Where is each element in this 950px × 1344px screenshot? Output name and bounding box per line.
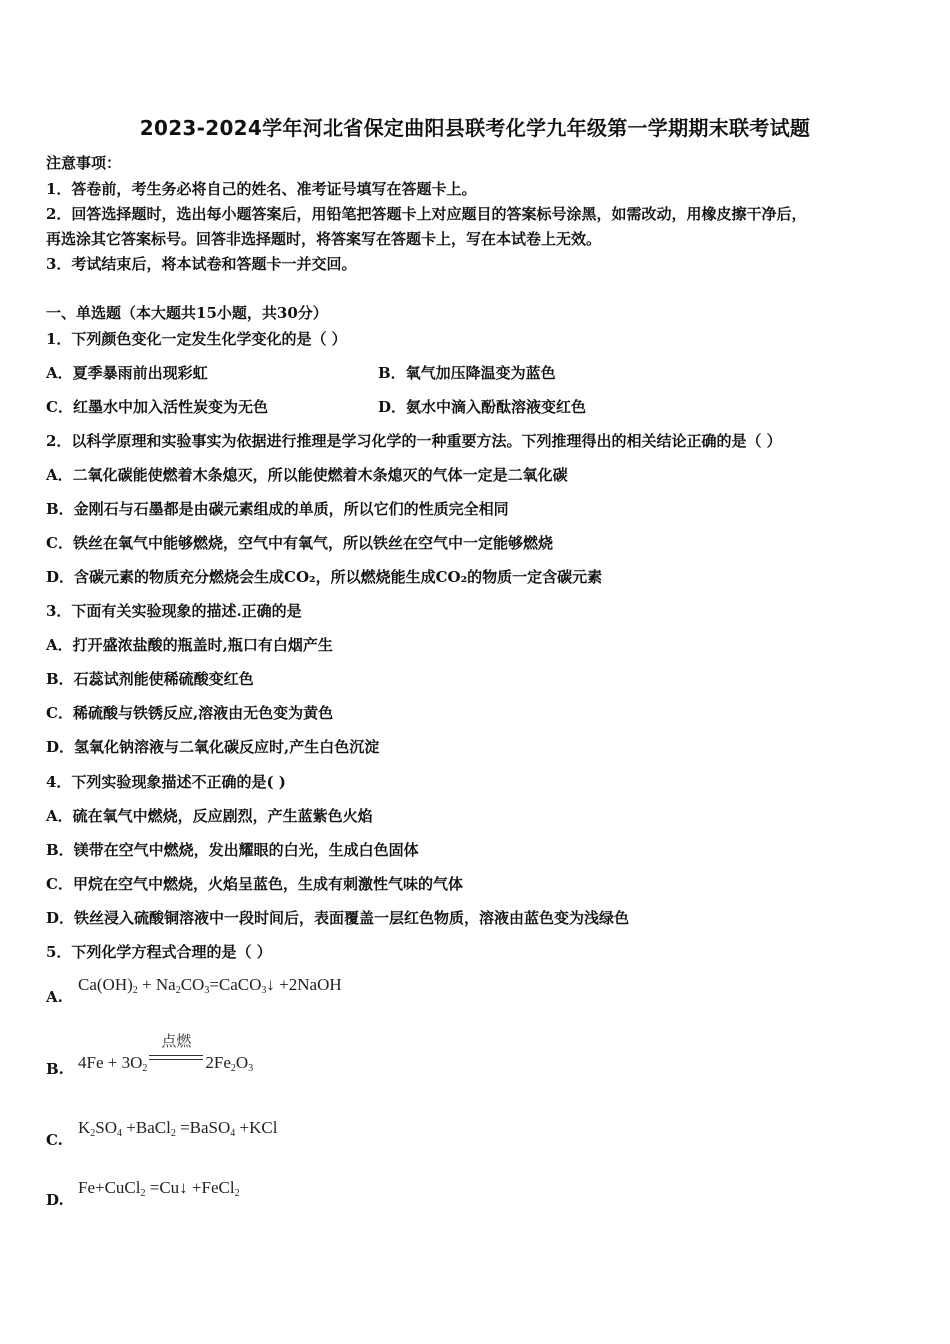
notice-item: 2．回答选择题时，选出每小题答案后，用铅笔把答题卡上对应题目的答案标号涂黑，如需改动，用橡皮擦干净后， <box>46 205 807 223</box>
notice-heading: 注意事项： <box>46 154 122 172</box>
option-a: A．夏季暴雨前出现彩虹 <box>46 364 208 382</box>
option-d-letter: D. <box>46 1191 64 1209</box>
notice-item: 再选涂其它答案标号。回答非选择题时，将答案写在答题卡上，写在本试卷上无效。 <box>46 230 602 248</box>
option-a-letter: A. <box>46 988 63 1006</box>
formula-b: $4Fe + 3O_2$ 点燃 $2Fe_2O_3$ <box>78 1032 254 1074</box>
option-a: A．硫在氧气中燃烧，反应剧烈，产生蓝紫色火焰 <box>46 807 373 825</box>
option-b: B．镁带在空气中燃烧，发出耀眼的白光，生成白色固体 <box>46 841 419 859</box>
formula-d: Fe+CuCl$_2$ =Cu↓ +FeCl$_2$ <box>78 1178 240 1199</box>
option-b: B．石蕊试剂能使稀硫酸变红色 <box>46 670 254 688</box>
option-c-letter: C. <box>46 1131 63 1149</box>
formula-c: $K_2SO_4$ +BaCl$_2$ =BaSO$_4$ +KCl <box>78 1118 278 1139</box>
option-c: C．稀硫酸与铁锈反应,溶液由无色变为黄色 <box>46 704 334 722</box>
option-d: D．氨水中滴入酚酞溶液变红色 <box>378 398 587 416</box>
option-b-letter: B. <box>46 1060 64 1078</box>
notice-item: 3．考试结束后，将本试卷和答题卡一并交回。 <box>46 255 357 273</box>
option-d: D．含碳元素的物质充分燃烧会生成CO₂，所以燃烧能生成CO₂的物质一定含碳元素 <box>46 568 603 586</box>
reaction-condition: 点燃 <box>149 1050 203 1070</box>
option-d: D．铁丝浸入硫酸铜溶液中一段时间后，表面覆盖一层红色物质，溶液由蓝色变为浅绿色 <box>46 909 630 927</box>
question-stem: 5．下列化学方程式合理的是（ ） <box>46 943 272 961</box>
option-d: D．氢氧化钠溶液与二氧化碳反应时,产生白色沉淀 <box>46 738 380 756</box>
formula-a: $Ca(OH)_2$ + $Na_2CO_3=CaCO_3↓$ +2NaOH <box>78 975 342 996</box>
page-title: 2023-2024学年河北省保定曲阳县联考化学九年级第一学期期末联考试题 <box>139 116 811 140</box>
option-c: C．甲烷在空气中燃烧，火焰呈蓝色，生成有刺激性气味的气体 <box>46 875 463 893</box>
option-b: B．金刚石与石墨都是由碳元素组成的单质，所以它们的性质完全相同 <box>46 500 509 518</box>
option-c: C．红墨水中加入活性炭变为无色 <box>46 398 268 416</box>
option-a: A．二氧化碳能使燃着木条熄灭，所以能使燃着木条熄灭的气体一定是二氧化碳 <box>46 466 568 484</box>
option-b: B．氧气加压降温变为蓝色 <box>378 364 556 382</box>
question-stem: 3．下面有关实验现象的描述.正确的是 <box>46 602 302 620</box>
option-a: A．打开盛浓盐酸的瓶盖时,瓶口有白烟产生 <box>46 636 333 654</box>
question-stem: 4．下列实验现象描述不正确的是( ) <box>46 773 286 791</box>
question-stem: 2．以科学原理和实验事实为依据进行推理是学习化学的一种重要方法。下列推理得出的相关结论正确的是（ ） <box>46 432 782 450</box>
section-heading: 一、单选题（本大题共15小题，共30分） <box>46 304 328 322</box>
notice-item: 1．答卷前，考生务必将自己的姓名、准考证号填写在答题卡上。 <box>46 180 477 198</box>
question-stem: 1．下列颜色变化一定发生化学变化的是（ ） <box>46 330 347 348</box>
option-c: C．铁丝在氧气中能够燃烧，空气中有氧气，所以铁丝在空气中一定能够燃烧 <box>46 534 553 552</box>
